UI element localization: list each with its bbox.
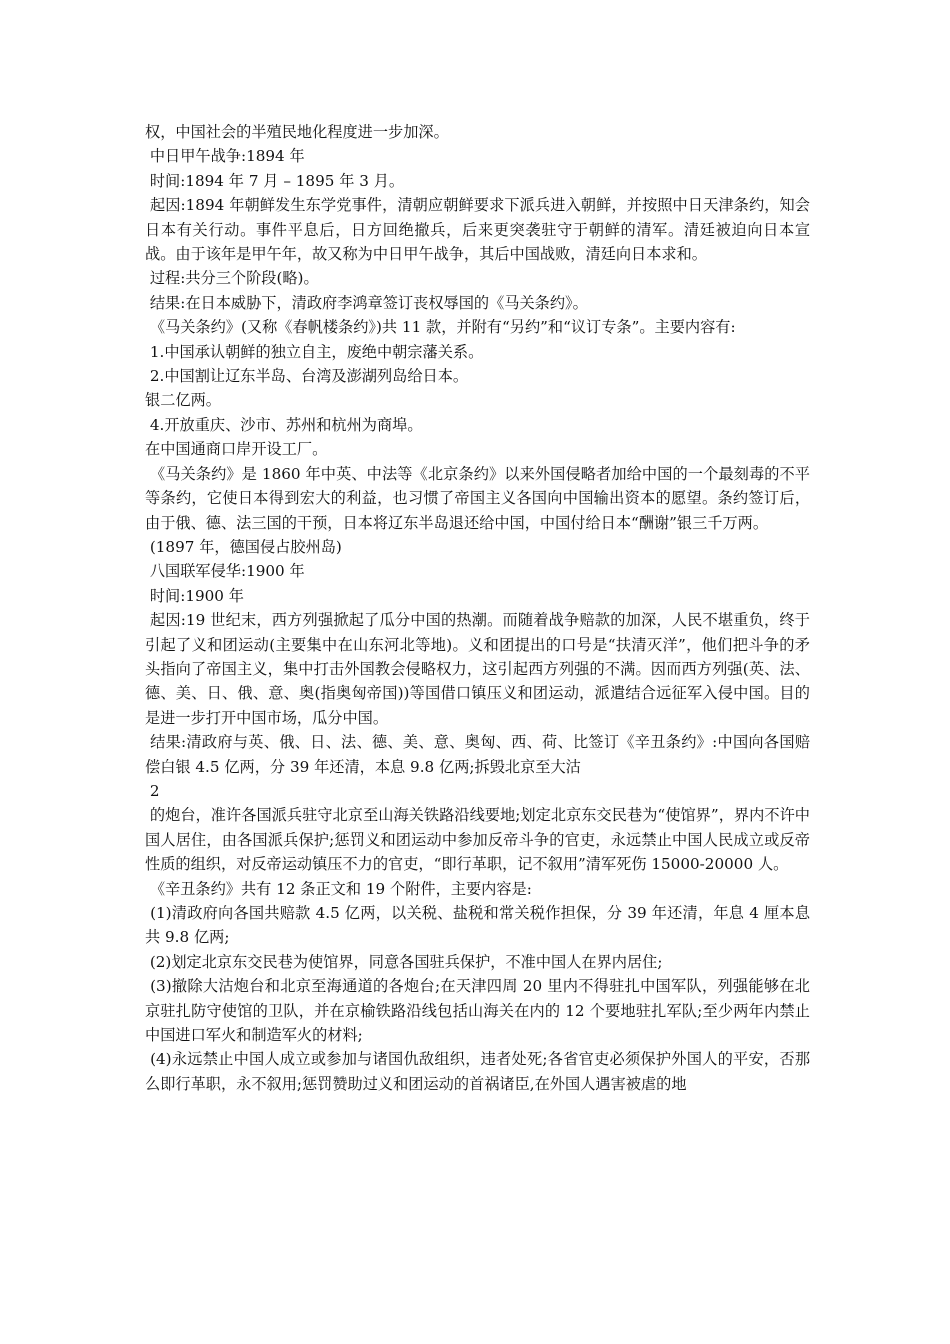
paragraph-6: 结果:在日本威胁下，清政府李鸿章签订丧权辱国的《马关条约》。 <box>145 293 588 312</box>
paragraph-16: 时间:1900 年 <box>145 586 244 605</box>
paragraph-5: 过程:共分三个阶段(略)。 <box>145 269 319 288</box>
paragraph-8: 1.中国承认朝鲜的独立自主，废绝中朝宗藩关系。 <box>145 342 484 361</box>
paragraph-4: 起因:1894 年朝鲜发生东学党事件，清朝应朝鲜要求下派兵进入朝鲜，并按照中日天津条约，知会日本有关行动。事件平息后，日方回绝撤兵，后来更突袭驻守于朝鲜的清军。清廷被迫向日本宣战。由于该年是甲午年，故又称为中日甲午战争，其后中国战败，清廷向日本求和。 <box>145 196 810 264</box>
paragraph-18: 结果:清政府与英、俄、日、法、德、美、意、奥匈、西、荷、比签订《辛丑条约》:中国向各国赔偿白银 4.5 亿两，分 39 年还清，本息 9.8 亿两;拆毁北京至大沽 <box>145 733 811 776</box>
paragraph-11: 4.开放重庆、沙市、苏州和杭州为商埠。 <box>145 415 423 434</box>
paragraph-1: 权，中国社会的半殖民地化程度进一步加深。 <box>145 123 449 141</box>
paragraph-7: 《马关条约》(又称《春帆楼条约》)共 11 款，并附有“另约”和“议订专条”。主要内容有: <box>145 318 736 337</box>
paragraph-9: 2.中国割让辽东半岛、台湾及澎湖列岛给日本。 <box>145 367 469 386</box>
paragraph-10: 银二亿两。 <box>145 391 221 410</box>
paragraph-20: 的炮台，准许各国派兵驻守北京至山海关铁路沿线要地;划定北京东交民巷为“使馆界”，界内不许中国人居住，由各国派兵保护;惩罚义和团运动中参加反帝斗争的官吏，永远禁止中国人民成立或反帝性质的组织，对反帝运动镇压不力的官吏，“即行革职，记不叙用”清军死伤 15000-20000 人。 <box>145 806 810 874</box>
paragraph-13: 《马关条约》是 1860 年中英、中法等《北京条约》以来外国侵略者加给中国的一个最刻毒的不平等条约，它使日本得到宏大的利益，也习惯了帝国主义各国向中国输出资本的愿望。条约签订后，由于俄、德、法三国的干预，日本将辽东半岛退还给中国，中国付给日本“酬谢”银三千万两。 <box>145 464 810 532</box>
paragraph-15: 八国联军侵华:1900 年 <box>145 562 305 581</box>
paragraph-2: 中日甲午战争:1894 年 <box>145 147 305 166</box>
paragraph-25: (4)永远禁止中国人成立或参加与诸国仇敌组织，违者处死;各省官吏必须保护外国人的平安，否那么即行革职，永不叙用;惩罚赞助过义和团运动的首祸诸臣,在外国人遇害被虐的地 <box>145 1050 811 1093</box>
paragraph-3: 时间:1894 年 7 月 – 1895 年 3 月。 <box>145 171 405 190</box>
paragraph-22: (1)清政府向各国共赔款 4.5 亿两，以关税、盐税和常关税作担保，分 39 年还清，年息 4 厘本息共 9.8 亿两; <box>145 904 811 947</box>
document-body <box>145 120 810 1096</box>
paragraph-21: 《辛丑条约》共有 12 条正文和 19 个附件，主要内容是: <box>145 879 532 898</box>
paragraph-14: (1897 年，德国侵占胶州岛) <box>145 537 342 556</box>
paragraph-23: (2)划定北京东交民巷为使馆界，同意各国驻兵保护，不准中国人在界内居住; <box>145 952 663 971</box>
paragraph-12: 在中国通商口岸开设工厂。 <box>145 440 328 459</box>
paragraph-17: 起因:19 世纪末，西方列强掀起了瓜分中国的热潮。而随着战争赔款的加深，人民不堪重负，终于引起了义和团运动(主要集中在山东河北等地)。义和团提出的口号是“扶清灭洋”，他们把斗争的矛头指向了帝国主义，集中打击外国教会侵略权力，这引起西方列强的不满。因而西方列强(英、法、德、美、日、俄、意、奥(指奥匈帝国))等国借口镇压义和团运动，派遣结合远征军入侵中国。目的是进一步打开中国市场，瓜分中国。 <box>145 611 810 727</box>
paragraph-24: (3)撤除大沽炮台和北京至海通道的各炮台;在天津四周 20 里内不得驻扎中国军队，列强能够在北京驻扎防守使馆的卫队，并在京榆铁路沿线包括山海关在内的 12 个要地驻扎军队;至少两年内禁止中国进口军火和制造军火的材料; <box>145 977 810 1045</box>
page-number: 2 <box>145 781 160 800</box>
